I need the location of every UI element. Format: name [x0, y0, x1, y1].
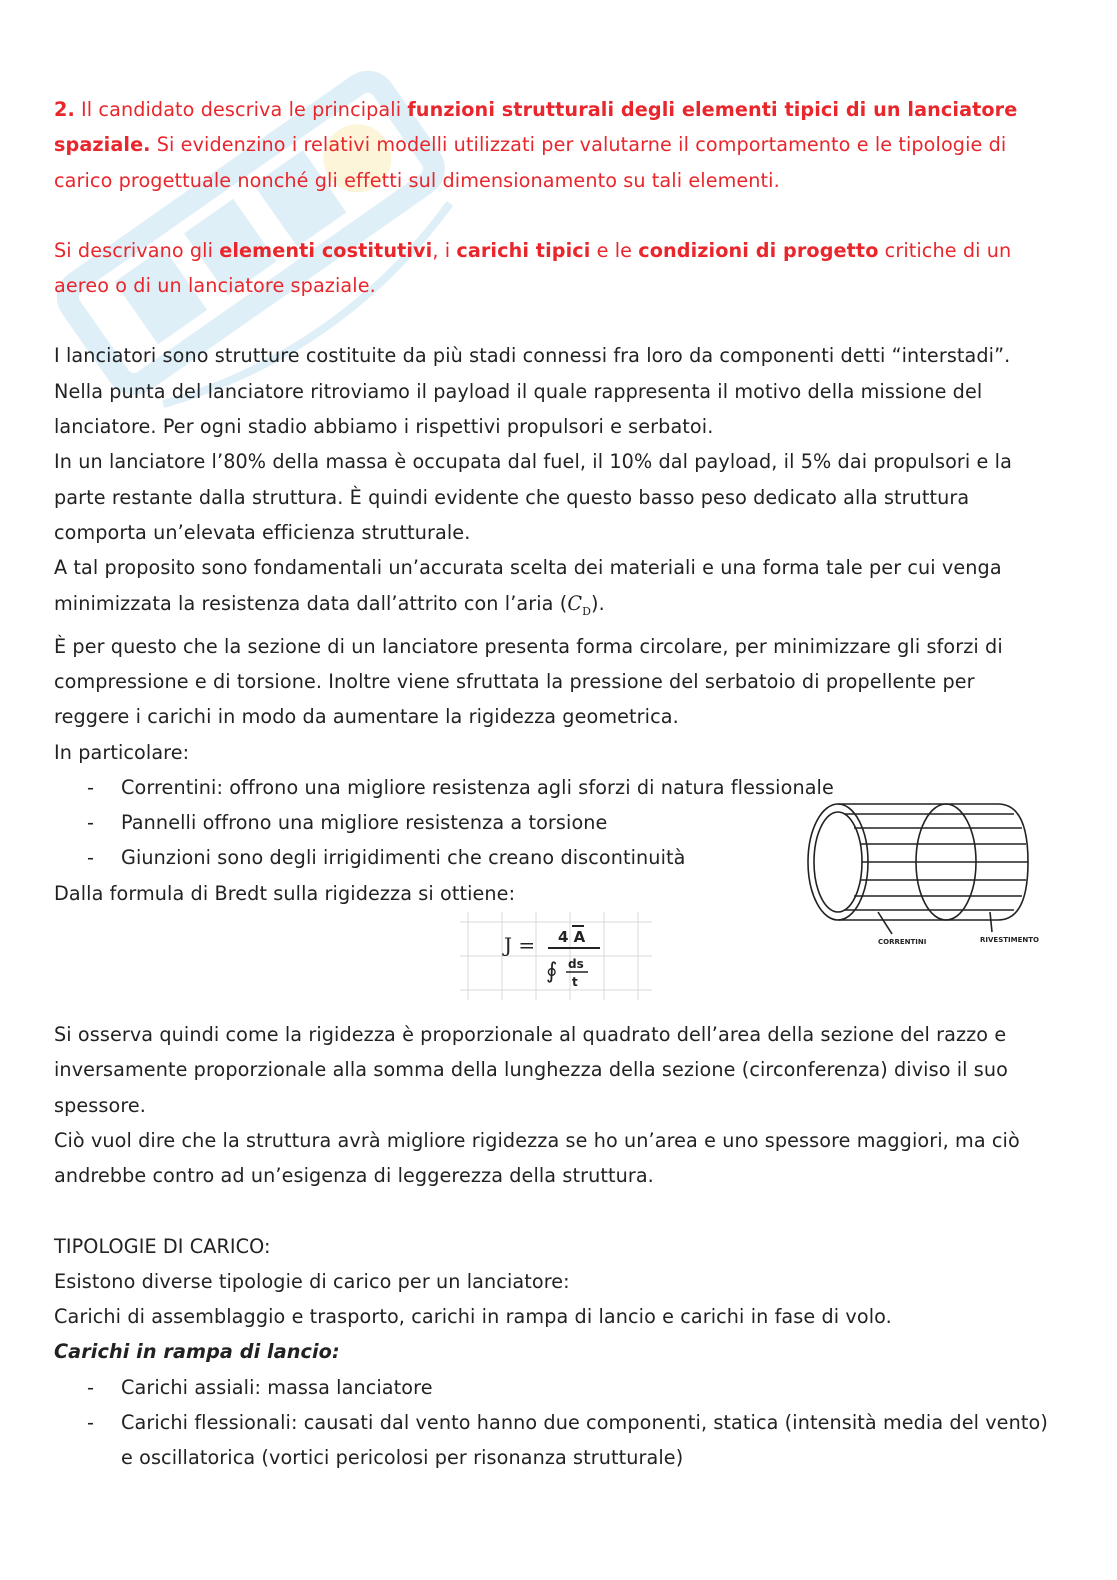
- drag-coefficient: $C_D$: [567, 591, 592, 618]
- body-load-types-intro: Esistono diverse tipologie di carico per un lanciatore:: [54, 1269, 570, 1293]
- body-mass-distribution: In un lanciatore l’80% della massa è occupata dal fuel, il 10% dal payload, il 5% dai propulsori e la parte restante dalla struttura. È quindi evidente che questo basso peso dedicato alla struttura comporta un’elevata efficienza strutturale.: [54, 450, 1012, 544]
- formula-integral: ∮: [546, 959, 558, 984]
- question-paragraph-1: 2. Il candidato descriva le principali funzioni strutturali degli elementi tipici di un lanciatore spaziale. Si evidenzino i relativi modelli utilizzati per valutarne il comportamento e le tipologie di carico progettuale nonché gli effetti sul dimensionamento su tali elementi.: [54, 98, 1018, 192]
- list-item: - Giunzioni sono degli irrigidimenti che creano discontinuità: [87, 840, 1054, 875]
- list-item: - Carichi assiali: massa lanciatore: [87, 1370, 1054, 1405]
- question-paragraph-2: Si descrivano gli elementi costitutivi, i carichi tipici e le condizioni di progetto critiche di un aereo o di un lanciatore spaziale.: [54, 238, 1012, 298]
- body-payload: Nella punta del lanciatore ritroviamo il payload il quale rappresenta il motivo della missione del lanciatore. Per ogni stadio abbiamo i rispettivi propulsori e serbatoi.: [54, 379, 983, 439]
- body-stiffness-conclusion: Ciò vuol dire che la struttura avrà migliore rigidezza se ho un’area e uno spessore maggiori, ma ciò andrebbe contro ad un’esigenza di leggerezza della struttura.: [54, 1128, 1020, 1188]
- subheading-launch-pad-loads: Carichi in rampa di lancio:: [54, 1340, 340, 1364]
- label-rivestimento: RIVESTIMENTO: [980, 936, 1039, 944]
- section-heading-load-types: TIPOLOGIE DI CARICO:: [54, 1234, 271, 1258]
- body-circular-section: È per questo che la sezione di un lanciatore presenta forma circolare, per minimizzare gli sforzi di compressione e di torsione. Inoltre viene sfruttata la pressione del serbatoio di propellente per reggere i carichi in modo da aumentare la rigidezza geometrica.: [54, 634, 1003, 729]
- stiffened-cylinder-sketch: [800, 800, 1058, 950]
- bredt-formula-image: [460, 912, 652, 1000]
- launch-pad-loads-list: [54, 1370, 1054, 1476]
- body-materials: A tal proposito sono fondamentali un’accurata scelta dei materiali e una forma tale per cui venga minimizzata la resistenza data dall’attrito con l’aria $(C_D)$.: [54, 556, 1002, 618]
- body-bredt-intro: Dalla formula di Bredt sulla rigidezza si ottiene:: [54, 881, 516, 905]
- formula-numerator: 4 A: [558, 928, 586, 946]
- list-item: - Correntini: offrono una migliore resistenza agli sforzi di natura flessionale: [87, 770, 1054, 805]
- body-stiffness-observation: Si osserva quindi come la rigidezza è proporzionale al quadrato dell’area della sezione del razzo e inversamente proporzionale alla somma della lunghezza della sezione (circonferenza) diviso il suo spessore.: [54, 1023, 1009, 1117]
- body-load-types-list: Carichi di assemblaggio e trasporto, carichi in rampa di lancio e carichi in fase di volo.: [54, 1305, 892, 1329]
- document-body: [54, 92, 1054, 1476]
- list-item: - Pannelli offrono una migliore resistenza a torsione: [87, 805, 1054, 840]
- body-in-particolare: In particolare:: [54, 740, 190, 764]
- body-line-interstadi: I lanciatori sono strutture costituite da più stadi connessi fra loro da componenti detti “interstadi”.: [54, 344, 1011, 368]
- formula-lhs: J =: [504, 933, 536, 957]
- label-correntini: CORRENTINI: [878, 938, 927, 946]
- formula-t: t: [572, 975, 578, 989]
- list-item: - Carichi flessionali: causati dal vento hanno due componenti, statica (intensità media del vento) e oscillatorica (vortici pericolosi per risonanza strutturale): [87, 1405, 1054, 1476]
- formula-ds: ds: [568, 957, 584, 971]
- question-number: 2.: [54, 98, 75, 121]
